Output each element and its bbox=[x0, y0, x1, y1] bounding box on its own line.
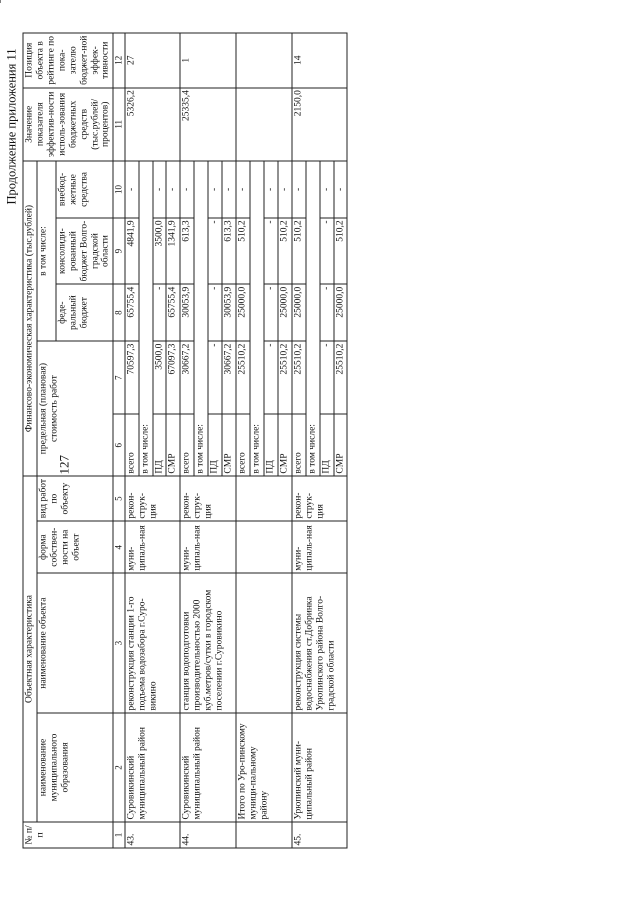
stage-total-cell: 30667,2 bbox=[222, 341, 236, 414]
stage-regional-cell: - bbox=[208, 218, 222, 284]
work-stage-label: СМР bbox=[278, 415, 292, 477]
stage-regional-cell: 613,3 bbox=[222, 218, 236, 284]
rank-value-cell: 1 bbox=[180, 33, 236, 88]
header-work-type: вид работ по объекту bbox=[37, 476, 113, 521]
total-value-cell: 70597,3 bbox=[125, 341, 139, 414]
column-index-cell: 2 bbox=[113, 713, 124, 822]
federal-value-cell: 30053,9 bbox=[180, 284, 194, 341]
stage-federal-cell: - bbox=[264, 284, 278, 341]
ownership-cell: муни-ципаль-ная bbox=[292, 521, 348, 573]
column-index-cell: 11 bbox=[113, 88, 124, 161]
header-object-group: Объектная характеристика bbox=[23, 476, 37, 822]
municipality-cell: Урюпинский муни-ципальный район bbox=[292, 713, 348, 822]
stage-total-cell: 3500,0 bbox=[153, 341, 167, 414]
table-row bbox=[236, 33, 250, 848]
row-number: 43. bbox=[125, 822, 181, 848]
object-name-cell bbox=[236, 573, 292, 713]
total-value-cell: 30667,2 bbox=[180, 341, 194, 414]
stage-extra-cell: - bbox=[222, 161, 236, 218]
stage-regional-cell: 510,2 bbox=[278, 218, 292, 284]
extra-value-cell: - bbox=[125, 161, 139, 218]
regional-value-cell: 510,2 bbox=[236, 218, 250, 284]
work-stage-label: ПД bbox=[208, 415, 222, 477]
stage-federal-cell: 65755,4 bbox=[166, 284, 180, 341]
work-stage-label: ПД bbox=[264, 415, 278, 477]
header-num: № п/п bbox=[23, 822, 113, 848]
header-cost: предельная (плановая) стоимость работ bbox=[37, 341, 113, 476]
ownership-cell: муни-ципаль-ная bbox=[125, 521, 181, 573]
work-type-cell: рекон-струк-ция bbox=[180, 476, 236, 521]
federal-value-cell: 25000,0 bbox=[236, 284, 250, 341]
continuation-title: Продолжение приложения 11 bbox=[4, 48, 19, 205]
column-index-cell: 9 bbox=[113, 218, 124, 284]
column-index-cell: 4 bbox=[113, 521, 124, 573]
row-number: 44. bbox=[180, 822, 236, 848]
work-stage-label: СМР bbox=[334, 415, 348, 477]
stage-federal-cell: 25000,0 bbox=[334, 284, 348, 341]
header-extra: внебюд-жетные средства bbox=[56, 161, 114, 218]
object-name-cell: реконструкция системы водоснабжения ст.Добринка Урюпинского района Волго-градской области bbox=[292, 573, 348, 713]
stage-extra-cell: - bbox=[278, 161, 292, 218]
rank-value-cell bbox=[236, 33, 292, 88]
appendix-table bbox=[23, 33, 348, 849]
column-index-cell: 12 bbox=[113, 33, 124, 88]
efficiency-value-cell: 5326,2 bbox=[125, 88, 181, 161]
incl-label-cell: в том числе: bbox=[139, 161, 153, 476]
total-value-cell: 25510,2 bbox=[292, 341, 306, 414]
stage-federal-cell: - bbox=[153, 284, 167, 341]
stage-regional-cell: 1341,9 bbox=[166, 218, 180, 284]
column-index-cell: 3 bbox=[113, 573, 124, 713]
stage-total-cell: - bbox=[208, 341, 222, 414]
total-label-cell: всего bbox=[125, 415, 139, 477]
table-row bbox=[125, 33, 139, 848]
stage-regional-cell: - bbox=[320, 218, 334, 284]
stage-federal-cell: 25000,0 bbox=[278, 284, 292, 341]
efficiency-value-cell bbox=[236, 88, 292, 161]
federal-value-cell: 65755,4 bbox=[125, 284, 139, 341]
table-row bbox=[292, 33, 306, 848]
federal-value-cell: 25000,0 bbox=[292, 284, 306, 341]
stage-extra-cell: - bbox=[334, 161, 348, 218]
regional-value-cell: 613,3 bbox=[180, 218, 194, 284]
incl-label-cell: в том числе: bbox=[194, 161, 208, 476]
extra-value-cell: - bbox=[180, 161, 194, 218]
column-index-cell: 5 bbox=[113, 476, 124, 521]
total-label-cell: всего bbox=[236, 415, 250, 477]
column-index-cell: 6 bbox=[113, 415, 124, 477]
object-name-cell: реконструкция станции 1-го подъема водозабора г.Суро-викино bbox=[125, 573, 181, 713]
header-municipality: наименование муниципального образования bbox=[37, 713, 113, 822]
table-row bbox=[180, 33, 194, 848]
efficiency-value-cell: 2150,0 bbox=[292, 88, 348, 161]
stage-total-cell: 25510,2 bbox=[278, 341, 292, 414]
work-stage-label: ПД bbox=[320, 415, 334, 477]
incl-label-cell: в том числе: bbox=[306, 161, 320, 476]
object-name-cell: станция водоподготовки производительностью 2000 куб.метров/сутки в городском поселении г.Суровикино bbox=[180, 573, 236, 713]
stage-total-cell: 67097,3 bbox=[166, 341, 180, 414]
work-type-cell: рекон-струк-ция bbox=[292, 476, 348, 521]
column-index-cell: 1 bbox=[113, 822, 124, 848]
header-federal: феде-ральный бюджет bbox=[56, 284, 114, 341]
column-index-row bbox=[113, 33, 124, 848]
header-rank: Позиция объекта в рейтинге по пока-зателю бюджет-ной эффек-тивности bbox=[23, 33, 113, 88]
work-type-cell bbox=[236, 476, 292, 521]
stage-extra-cell: - bbox=[320, 161, 334, 218]
row-number bbox=[236, 822, 292, 848]
work-stage-label: СМР bbox=[222, 415, 236, 477]
extra-value-cell: - bbox=[236, 161, 250, 218]
efficiency-value-cell: 25335,4 bbox=[180, 88, 236, 161]
total-label-cell: всего bbox=[180, 415, 194, 477]
work-stage-label: ПД bbox=[153, 415, 167, 477]
stage-extra-cell: - bbox=[208, 161, 222, 218]
row-number: 45. bbox=[292, 822, 348, 848]
column-index-cell: 7 bbox=[113, 341, 124, 414]
stage-total-cell: - bbox=[320, 341, 334, 414]
header-ownership: форма собствен-ности на объект bbox=[37, 521, 113, 573]
municipality-cell: Суровикинский муниципальный район bbox=[125, 713, 181, 822]
municipality-cell: Суровикинский муниципальный район bbox=[180, 713, 236, 822]
rotated-page bbox=[1, 0, 640, 905]
rank-value-cell: 27 bbox=[125, 33, 181, 88]
incl-label-cell: в том числе: bbox=[250, 161, 264, 476]
column-index-cell: 10 bbox=[113, 161, 124, 218]
regional-value-cell: 510,2 bbox=[292, 218, 306, 284]
extra-value-cell: - bbox=[292, 161, 306, 218]
header-object-name: наименование объекта bbox=[37, 573, 113, 713]
page-number: 127 bbox=[56, 455, 72, 475]
header-regional: консолиди-рованный бюджет Волго-градской области bbox=[56, 218, 114, 284]
stage-federal-cell: - bbox=[320, 284, 334, 341]
stage-extra-cell: - bbox=[153, 161, 167, 218]
column-index-cell: 8 bbox=[113, 284, 124, 341]
stage-regional-cell: 3500,0 bbox=[153, 218, 167, 284]
municipality-cell: Итого по Уро-пинскому муници-пальному району bbox=[236, 713, 292, 822]
ownership-cell bbox=[236, 521, 292, 573]
work-stage-label: СМР bbox=[166, 415, 180, 477]
table-body bbox=[125, 33, 348, 848]
work-type-cell: рекон-струк-ция bbox=[125, 476, 181, 521]
stage-total-cell: 25510,2 bbox=[334, 341, 348, 414]
stage-regional-cell: - bbox=[264, 218, 278, 284]
stage-extra-cell: - bbox=[264, 161, 278, 218]
total-label-cell: всего bbox=[292, 415, 306, 477]
rank-value-cell: 14 bbox=[292, 33, 348, 88]
stage-federal-cell: 30053,9 bbox=[222, 284, 236, 341]
header-incl: в том числе: bbox=[37, 161, 56, 341]
stage-federal-cell: - bbox=[208, 284, 222, 341]
header-efficiency: Значение показателя эффектив-ности исполь-зования бюджетных средств (тыс.рублей/процентов) bbox=[23, 88, 113, 161]
header-finance-group: Финансово-экономическая характеристика (тыс.рублей) bbox=[23, 161, 37, 476]
stage-total-cell: - bbox=[264, 341, 278, 414]
stage-regional-cell: 510,2 bbox=[334, 218, 348, 284]
total-value-cell: 25510,2 bbox=[236, 341, 250, 414]
stage-extra-cell: - bbox=[166, 161, 180, 218]
regional-value-cell: 4841,9 bbox=[125, 218, 139, 284]
ownership-cell: муни-ципаль-ная bbox=[180, 521, 236, 573]
